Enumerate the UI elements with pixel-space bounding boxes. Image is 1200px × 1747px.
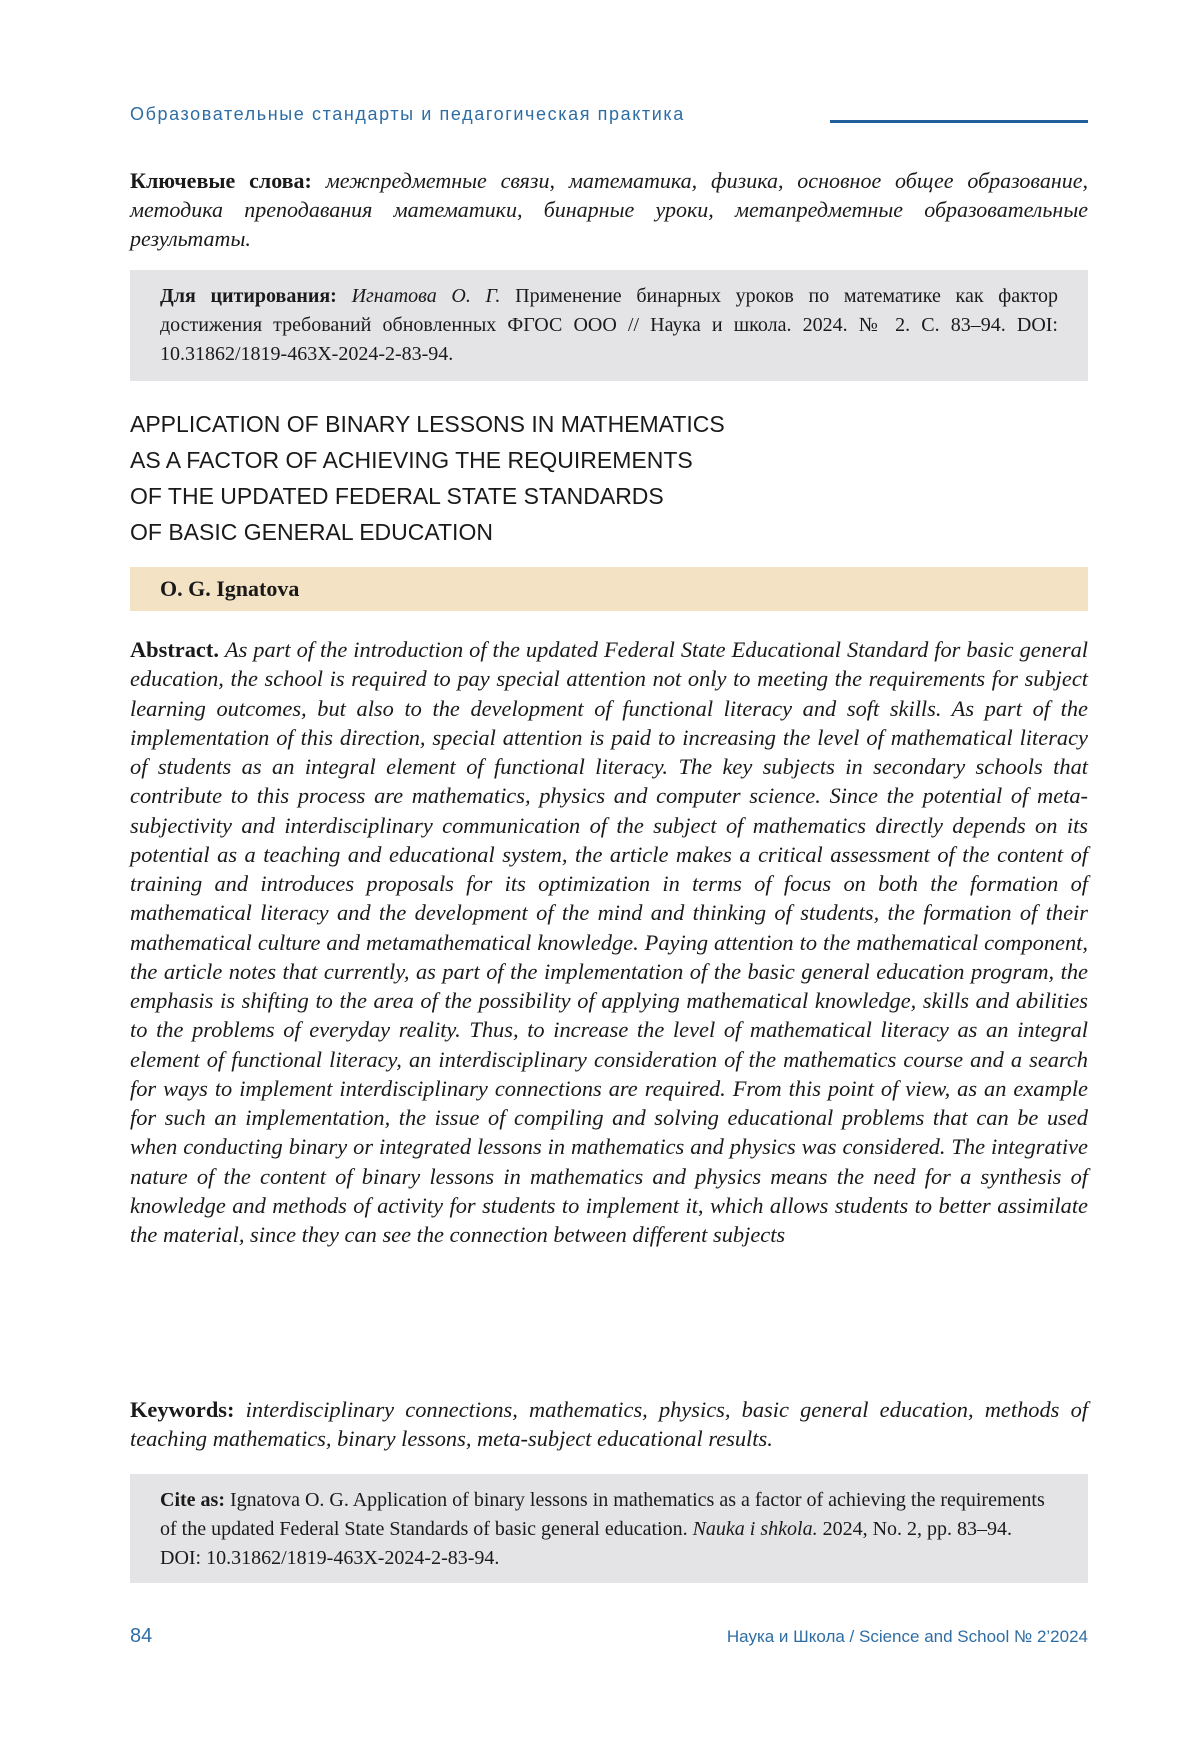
abstract-label: Abstract. xyxy=(130,637,219,662)
author-bar xyxy=(130,567,1088,611)
ru-keywords-text: межпредметные связи, математика, физика, основное общее образование, методика преподавания математики, бинарные уроки, метапредметные образовательные результаты. xyxy=(130,168,1089,251)
title-line: AS A FACTOR OF ACHIEVING THE REQUIREMENTS xyxy=(130,447,693,473)
ru-citation-text: Применение бинарных уроков по математике как фактор достижения требований обновленных ФГОС ООО // Наука и школа. 2024. № 2. С. 83–94. DOI: 10.31862/1819-463X-2024-2-83-94. xyxy=(160,285,1059,365)
ru-keywords xyxy=(130,166,1088,253)
en-citation-text-after: 2024, No. 2, pp. 83–94. DOI: 10.31862/1819-463X-2024-2-83-94. xyxy=(160,1518,1013,1569)
title-line: APPLICATION OF BINARY LESSONS IN MATHEMATICS xyxy=(130,411,725,437)
running-head xyxy=(130,104,1088,130)
en-citation-journal: Nauka i shkola. xyxy=(692,1518,818,1540)
ru-citation-label: Для цитирования: xyxy=(160,285,337,307)
page-number: 84 xyxy=(130,1625,153,1647)
ru-keywords-label: Ключевые слова: xyxy=(130,168,312,193)
page-footer xyxy=(130,1625,1088,1655)
title-line: OF BASIC GENERAL EDUCATION xyxy=(130,519,493,545)
en-keywords-label: Keywords: xyxy=(130,1397,235,1422)
ru-citation-box xyxy=(130,270,1088,381)
author-name: O. G. Ignatova xyxy=(160,576,300,601)
running-head-text: Образовательные стандарты и педагогическая практика xyxy=(130,104,689,125)
article-title-en xyxy=(130,406,830,550)
title-line: OF THE UPDATED FEDERAL STATE STANDARDS xyxy=(130,483,664,509)
ru-citation-author: Игнатова О. Г. xyxy=(351,285,501,307)
running-head-rule xyxy=(830,120,1088,123)
en-citation-box xyxy=(130,1474,1088,1583)
abstract xyxy=(130,635,1088,1249)
en-citation-text: Ignatova O. G. Application of binary lessons in mathematics as a factor of achieving the requirements of the updated Federal State Standards of basic general education. xyxy=(160,1489,1045,1540)
en-keywords xyxy=(130,1395,1088,1453)
en-keywords-text: interdisciplinary connections, mathematics, physics, basic general education, methods of teaching mathematics, binary lessons, meta-subject educational results. xyxy=(130,1397,1088,1451)
journal-footer: Наука и Школа / Science and School № 2’2024 xyxy=(726,1627,1088,1646)
abstract-text: As part of the introduction of the updated Federal State Educational Standard for basic general education, the school is required to pay special attention not only to meeting the requirements for subject learning outcomes, but also to the development of functional literacy and soft skills. As part of the implementation of this direction, special attention is paid to increasing the level of mathematical literacy of students as an integral element of functional literacy. The key subjects in secondary schools that contribute to this process are mathematics, physics and computer science. Since the potential of meta-subjectivity and interdisciplinary communication of the subject of mathematics directly depends on its potential as a teaching and educational system, the article makes a critical assessment of the content of training and introduces proposals for its optimization in terms of focus on both the formation of mathematical literacy and the development of the mind and thinking of students, the formation of their mathematical culture and metamathematical knowledge. Paying attention to the mathematical component, the article notes that currently, as part of the implementation of the basic general education program, the emphasis is shifting to the area of the possibility of applying mathematical knowledge, skills and abilities to the problems of everyday reality. Thus, to increase the level of mathematical literacy as an integral element of functional literacy, an interdisciplinary consideration of the mathematics course and a search for ways to implement interdisciplinary connections are required. From this point of view, as an example for such an implementation, the issue of compiling and solving educational problems that can be used when conducting binary or integrated lessons in mathematics and physics was considered. The integrative nature of the content of binary lessons in mathematics and physics means the need for a synthesis of knowledge and methods of activity for students to implement it, which allows students to better assimilate the material, since they can see the connection between different subjects xyxy=(130,637,1088,1247)
en-citation-label: Cite as: xyxy=(160,1489,225,1511)
